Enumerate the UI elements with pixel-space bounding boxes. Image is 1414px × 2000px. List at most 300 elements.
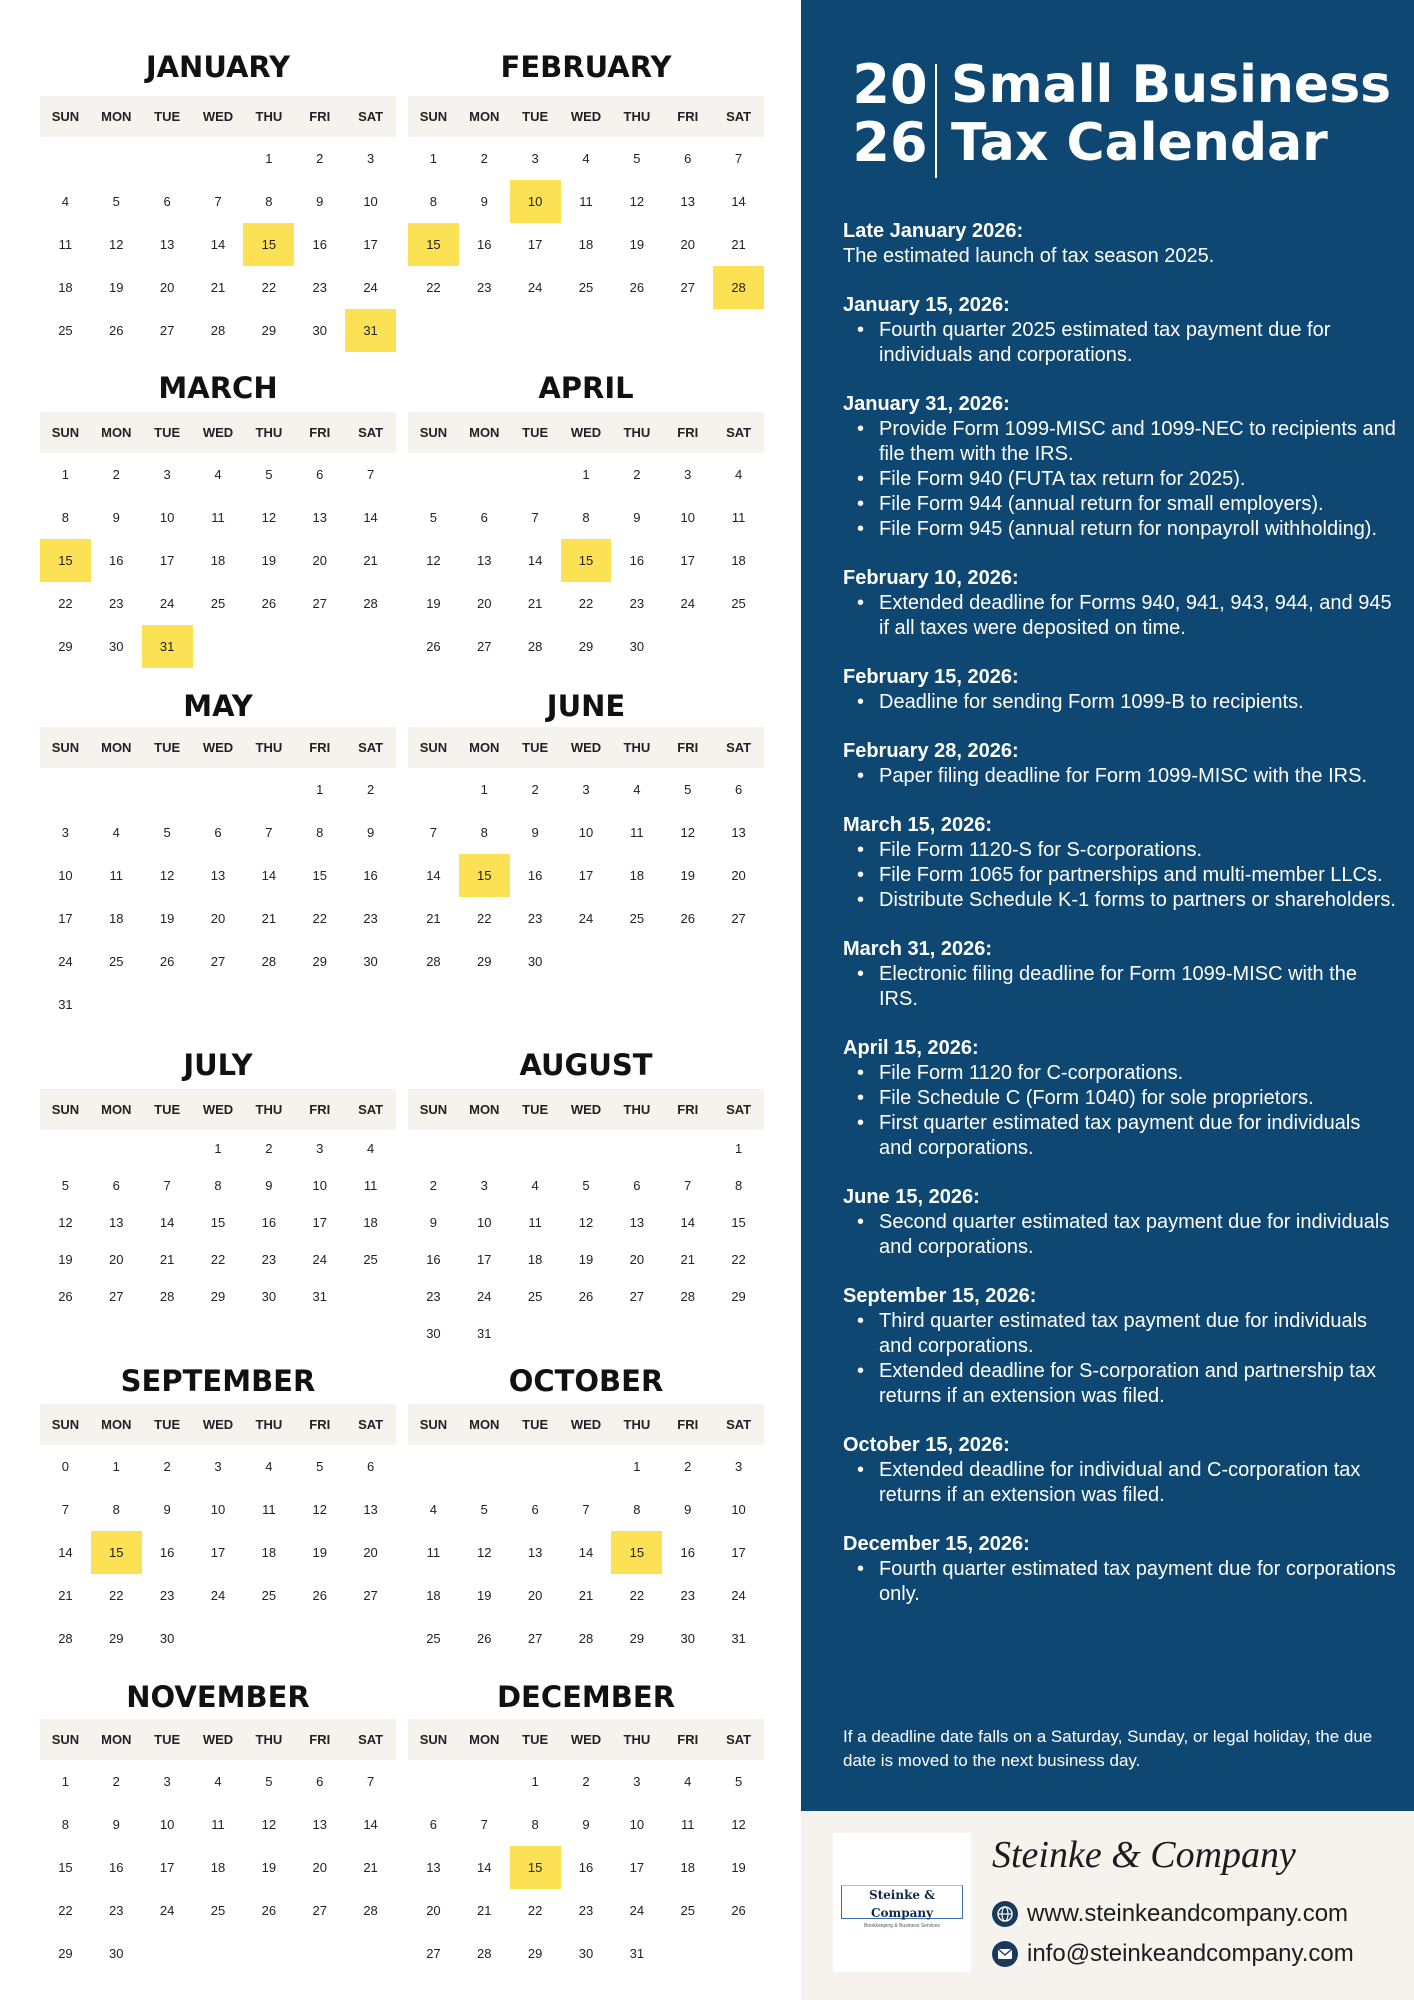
weekday-label: THU [255, 1102, 283, 1117]
deadline-entry [843, 293, 1398, 368]
weekday-label: TUE [522, 425, 549, 440]
calendar-day: 27 [477, 639, 492, 654]
calendar-day: 17 [527, 237, 543, 252]
calendar-day: 28 [477, 1946, 492, 1961]
deadline-day: 28 [713, 266, 764, 309]
calendar-day: 19 [426, 596, 441, 611]
empty-day [142, 768, 193, 811]
calendar-day: 1 [112, 1459, 120, 1474]
calendar-day: 10 [363, 194, 378, 209]
day-grid [40, 1130, 396, 1315]
weekday-label: TUE [522, 1417, 549, 1432]
day-grid [408, 1130, 764, 1352]
calendar-day: 20 [680, 237, 695, 252]
weekday-label: WED [570, 109, 602, 124]
deadline-entry [843, 937, 1398, 1012]
calendar-day: 1 [316, 782, 324, 797]
weekday-label: MON [101, 1102, 132, 1117]
calendar-day: 14 [363, 510, 378, 525]
calendar-day: 8 [734, 1178, 743, 1193]
calendar-day: 25 [731, 596, 746, 611]
deadline-date: June 15, 2026: [843, 1186, 980, 1208]
calendar-day: 4 [684, 1774, 692, 1789]
deadline-day: 10 [510, 180, 561, 223]
weekday-label: THU [255, 425, 283, 440]
empty-day [408, 1445, 459, 1488]
calendar-day: 21 [363, 1860, 378, 1875]
calendar-day: 7 [734, 151, 743, 166]
calendar-day: 5 [734, 1774, 743, 1789]
calendar-day: 6 [480, 510, 488, 525]
globe-icon [992, 1901, 1018, 1927]
deadline-items [843, 1557, 1398, 1607]
weekday-label: FRI [309, 109, 331, 124]
calendar-day: 29 [210, 1289, 226, 1304]
weekday-label: WED [202, 109, 234, 124]
calendar-day: 28 [426, 954, 441, 969]
calendar-day: 26 [731, 1903, 746, 1918]
calendar-day: 24 [680, 596, 695, 611]
weekday-label: THU [255, 740, 283, 755]
calendar-day: 13 [363, 1502, 378, 1517]
calendar-day: 12 [58, 1215, 73, 1230]
calendar-day: 29 [527, 1946, 543, 1961]
email-row[interactable] [992, 1937, 1354, 1971]
calendar-day: 3 [366, 151, 375, 166]
calendar-day: 12 [477, 1545, 492, 1560]
calendar-day: 28 [527, 639, 543, 654]
calendar-day: 18 [578, 237, 594, 252]
deadline-day: 31 [345, 309, 396, 352]
weekday-label: SAT [726, 1732, 752, 1747]
empty-day [40, 137, 91, 180]
calendar-day: 2 [163, 1459, 171, 1474]
weekday-label: THU [255, 1417, 283, 1432]
empty-day [459, 1130, 510, 1167]
deadline-item: • Extended deadline for individual and C-corporation tax returns if an extension was filed. [879, 1458, 1398, 1508]
weekday-label: MON [469, 425, 500, 440]
deadline-item: • First quarter estimated tax payment due for individuals and corporations. [879, 1111, 1398, 1161]
calendar-day: 28 [680, 1289, 695, 1304]
calendar-day: 21 [58, 1588, 73, 1603]
deadline-entry [843, 392, 1398, 542]
calendar-day: 26 [578, 1289, 594, 1304]
weekday-label: SUN [419, 109, 448, 124]
calendar-day: 11 [109, 868, 124, 883]
deadline-date: September 15, 2026: [843, 1285, 1037, 1307]
deadline-items [843, 417, 1398, 542]
calendar-day: 26 [261, 596, 277, 611]
weekday-label: FRI [677, 109, 699, 124]
calendar-day: 23 [578, 1903, 594, 1918]
weekday-header [40, 1404, 396, 1445]
deadline-item: • File Form 1120-S for S-corporations. [879, 838, 1398, 863]
title-line-2: Tax Calendar [951, 113, 1328, 173]
calendar-day: 9 [112, 1817, 120, 1832]
calendar-day: 14 [58, 1545, 73, 1560]
weekday-label: MON [101, 425, 132, 440]
calendar-day: 27 [363, 1588, 378, 1603]
calendar-day: 2 [633, 467, 641, 482]
weekday-label: THU [623, 1732, 651, 1747]
deadline-date: February 15, 2026: [843, 666, 1019, 688]
calendar-day: 23 [109, 1903, 124, 1918]
weekday-label: SUN [51, 109, 80, 124]
calendar-day: 23 [527, 911, 543, 926]
calendar-day: 30 [109, 639, 124, 654]
deadline-item: • Fourth quarter estimated tax payment due for corporations only. [879, 1557, 1398, 1607]
weekday-label: SUN [419, 425, 448, 440]
calendar-day: 19 [477, 1588, 492, 1603]
deadline-date: December 15, 2026: [843, 1533, 1030, 1555]
deadline-date: February 28, 2026: [843, 740, 1019, 762]
calendar-day: 17 [629, 1860, 645, 1875]
calendar-day: 23 [109, 596, 124, 611]
calendar-day: 18 [261, 1545, 277, 1560]
calendar-day: 27 [527, 1631, 543, 1646]
deadline-day: 15 [91, 1531, 142, 1574]
weekday-label: SAT [358, 109, 384, 124]
calendar-day: 20 [312, 1860, 327, 1875]
calendar-day: 25 [426, 1631, 441, 1646]
calendar-day: 23 [312, 280, 327, 295]
calendar-day: 13 [159, 237, 175, 252]
calendar-day: 7 [265, 825, 273, 840]
calendar-day: 9 [265, 1178, 273, 1193]
calendar-day: 4 [429, 1502, 438, 1517]
calendar-day: 27 [312, 596, 327, 611]
calendar-day: 23 [680, 1588, 695, 1603]
calendar-day: 8 [531, 1817, 539, 1832]
deadline-item: • Electronic filing deadline for Form 1099-MISC with the IRS. [879, 962, 1398, 1012]
calendar-day: 20 [363, 1545, 378, 1560]
empty-day [193, 137, 244, 180]
deadline-item: • Fourth quarter 2025 estimated tax payment due for individuals and corporations. [879, 318, 1398, 368]
calendar-day: 1 [429, 151, 438, 166]
calendar-day: 5 [633, 151, 641, 166]
calendar-day: 22 [426, 280, 441, 295]
calendar-day: 29 [312, 954, 327, 969]
calendar-day: 13 [312, 1817, 327, 1832]
weekday-label: FRI [677, 1732, 699, 1747]
calendar-day: 30 [109, 1946, 124, 1961]
calendar-day: 21 [731, 237, 746, 252]
empty-day [510, 1130, 561, 1167]
weekday-label: SAT [726, 109, 752, 124]
calendar-day: 19 [680, 868, 695, 883]
calendar-day: 2 [582, 1774, 590, 1789]
tax-deadlines-panel [801, 0, 1414, 1811]
deadline-day: 31 [142, 625, 193, 668]
calendar-day: 16 [363, 868, 378, 883]
calendar-day: 24 [477, 1289, 492, 1304]
calendar-day: 16 [261, 1215, 277, 1230]
calendar-day: 16 [312, 237, 327, 252]
empty-day [243, 768, 294, 811]
calendar-day: 13 [477, 553, 492, 568]
calendar-day: 24 [159, 1903, 175, 1918]
calendar-day: 26 [629, 280, 645, 295]
calendar-day: 0 [61, 1459, 70, 1474]
calendar-day: 13 [312, 510, 327, 525]
calendar-day: 11 [731, 510, 746, 525]
calendar-day: 12 [312, 1502, 327, 1517]
calendar-day: 17 [363, 237, 378, 252]
calendar-day: 22 [731, 1252, 746, 1267]
calendar-day: 14 [680, 1215, 695, 1230]
calendar-day: 14 [731, 194, 746, 209]
company-logo [833, 1833, 971, 1972]
calendar-day: 28 [363, 596, 378, 611]
deadline-items [843, 764, 1398, 789]
calendar-day: 22 [629, 1588, 645, 1603]
calendar-day: 5 [582, 1178, 590, 1193]
deadline-date: Late January 2026: [843, 220, 1024, 242]
calendar-day: 21 [210, 280, 226, 295]
calendar-day: 18 [210, 1860, 226, 1875]
calendar-day: 19 [629, 237, 645, 252]
empty-day [408, 1130, 459, 1167]
weekday-label: SAT [726, 425, 752, 440]
calendar-day: 24 [210, 1588, 226, 1603]
calendar-day: 26 [261, 1903, 277, 1918]
calendar-day: 18 [109, 911, 124, 926]
calendar-day: 4 [734, 467, 743, 482]
weekday-label: TUE [522, 740, 549, 755]
calendar-day: 15 [210, 1215, 226, 1230]
deadline-item: • Third quarter estimated tax payment due for individuals and corporations. [879, 1309, 1398, 1359]
calendar-day: 8 [265, 194, 273, 209]
calendar-day: 10 [578, 825, 594, 840]
empty-day [408, 453, 459, 496]
weekday-label: SUN [51, 1732, 80, 1747]
calendar-day: 22 [109, 1588, 124, 1603]
calendar-day: 29 [477, 954, 492, 969]
calendar-day: 9 [366, 825, 375, 840]
weekday-label: FRI [677, 740, 699, 755]
weekday-label: SAT [358, 740, 384, 755]
weekday-label: MON [469, 1102, 500, 1117]
deadline-day: 15 [561, 539, 612, 582]
deadline-entry [843, 739, 1398, 789]
calendar-day: 18 [527, 1252, 543, 1267]
calendar-day: 10 [680, 510, 695, 525]
deadline-items [843, 1309, 1398, 1409]
empty-day [408, 768, 459, 811]
calendar-day: 16 [109, 553, 124, 568]
empty-day [408, 1760, 459, 1803]
calendar-day: 21 [363, 553, 378, 568]
calendar-day: 22 [312, 911, 327, 926]
weekday-label: WED [570, 425, 602, 440]
calendar-day: 5 [265, 1774, 273, 1789]
deadline-item: • File Form 944 (annual return for small employers). [879, 492, 1398, 517]
calendar-day: 21 [578, 1588, 594, 1603]
calendar-day: 19 [58, 1252, 73, 1267]
calendar-day: 17 [312, 1215, 327, 1230]
calendar-day: 20 [109, 1252, 124, 1267]
calendar-day: 2 [684, 1459, 692, 1474]
calendar-day: 22 [527, 1903, 543, 1918]
calendar-day: 10 [312, 1178, 327, 1193]
year-line-1: 20 [852, 53, 928, 116]
calendar-day: 9 [429, 1215, 438, 1230]
calendar-day: 10 [731, 1502, 746, 1517]
empty-day [662, 1130, 713, 1167]
weekday-label: FRI [677, 1102, 699, 1117]
calendar-day: 29 [58, 1946, 73, 1961]
company-name: Steinke & Company [992, 1834, 1296, 1876]
weekday-header [40, 412, 396, 453]
calendar-day: 4 [366, 1141, 375, 1156]
calendar-day: 15 [312, 868, 327, 883]
calendar-day: 24 [578, 911, 594, 926]
calendar-day: 18 [210, 553, 226, 568]
weekday-label: TUE [154, 109, 181, 124]
deadline-item: • Provide Form 1099-MISC and 1099-NEC to recipients and file them with the IRS. [879, 417, 1398, 467]
calendar-day: 30 [527, 954, 543, 969]
weekday-label: THU [255, 1732, 283, 1747]
website-row[interactable] [992, 1897, 1348, 1931]
weekday-label: MON [101, 1417, 132, 1432]
calendar-day: 27 [426, 1946, 441, 1961]
calendar-day: 11 [680, 1817, 695, 1832]
calendar-day: 3 [163, 1774, 171, 1789]
calendar-day: 29 [578, 639, 594, 654]
calendar-day: 5 [480, 1502, 488, 1517]
logo-name: Steinke & Company [868, 1888, 936, 1920]
calendar-day: 25 [680, 1903, 695, 1918]
calendar-day: 13 [629, 1215, 645, 1230]
weekday-label: SAT [358, 425, 384, 440]
calendar-day: 27 [731, 911, 746, 926]
calendar-day: 13 [109, 1215, 124, 1230]
weekday-header [40, 1089, 396, 1130]
calendar-day: 6 [633, 1178, 641, 1193]
deadline-item: • Second quarter estimated tax payment due for individuals and corporations. [879, 1210, 1398, 1260]
website-link[interactable]: www.steinkeandcompany.com [1027, 1900, 1349, 1927]
deadline-entry [843, 219, 1398, 269]
calendar-day: 8 [480, 825, 488, 840]
calendar-day: 16 [109, 1860, 124, 1875]
weekday-label: FRI [309, 1732, 331, 1747]
calendar-day: 11 [363, 1178, 378, 1193]
calendar-day: 26 [159, 954, 175, 969]
calendar-day: 1 [734, 1141, 743, 1156]
deadline-entry [843, 1532, 1398, 1607]
empty-day [40, 768, 91, 811]
empty-day [193, 768, 244, 811]
calendar-day: 7 [61, 1502, 70, 1517]
email-link[interactable]: info@steinkeandcompany.com [1027, 1940, 1354, 1967]
calendar-day: 7 [214, 194, 222, 209]
weekday-header [40, 727, 396, 768]
calendar-day: 21 [527, 596, 543, 611]
day-grid [40, 453, 396, 668]
calendar-day: 6 [112, 1178, 120, 1193]
calendar-day: 8 [633, 1502, 641, 1517]
calendar-day: 30 [680, 1631, 695, 1646]
calendar-day: 8 [582, 510, 590, 525]
calendar-day: 17 [159, 1860, 175, 1875]
month-title: FEBRUARY [500, 50, 672, 84]
deadline-entry [843, 566, 1398, 641]
calendar-day: 3 [214, 1459, 222, 1474]
title-line-1: Small Business [951, 55, 1392, 115]
weekday-label: TUE [154, 740, 181, 755]
calendar-day: 31 [312, 1289, 327, 1304]
calendar-day: 20 [159, 280, 175, 295]
calendar-day: 24 [363, 280, 378, 295]
calendar-day: 4 [214, 1774, 222, 1789]
deadline-items [843, 1061, 1398, 1161]
calendar-day: 24 [58, 954, 73, 969]
calendar-day: 2 [366, 782, 375, 797]
calendar-day: 16 [629, 553, 645, 568]
calendar-day: 27 [629, 1289, 645, 1304]
calendar-day: 10 [159, 1817, 175, 1832]
day-grid [40, 137, 396, 352]
calendar-day: 26 [477, 1631, 492, 1646]
weekday-label: WED [570, 1732, 602, 1747]
calendar-day: 4 [633, 782, 641, 797]
calendar-day: 21 [261, 911, 277, 926]
deadline-day: 15 [243, 223, 294, 266]
weekday-label: SUN [51, 425, 80, 440]
calendar-day: 25 [109, 954, 124, 969]
calendar-day: 30 [578, 1946, 594, 1961]
calendar-day: 3 [316, 1141, 324, 1156]
calendar-day: 30 [629, 639, 645, 654]
calendar-day: 11 [58, 237, 73, 252]
calendar-day: 17 [159, 553, 175, 568]
calendar-day: 23 [159, 1588, 175, 1603]
calendar-day: 14 [261, 868, 277, 883]
weekday-label: SUN [51, 1102, 80, 1117]
weekday-label: WED [202, 1102, 234, 1117]
calendar-day: 17 [58, 911, 73, 926]
weekday-label: SAT [726, 1417, 752, 1432]
day-grid [40, 768, 396, 1026]
calendar-day: 7 [480, 1817, 488, 1832]
calendar-day: 13 [210, 868, 226, 883]
deadline-items [843, 690, 1398, 715]
empty-day [142, 1130, 193, 1167]
calendar-day: 2 [480, 151, 488, 166]
calendar-day: 16 [426, 1252, 441, 1267]
weekday-label: WED [570, 1417, 602, 1432]
weekday-label: FRI [309, 1102, 331, 1117]
logo-badge [841, 1885, 963, 1929]
weekday-label: SUN [419, 1417, 448, 1432]
calendar-day: 17 [731, 1545, 746, 1560]
calendar-day: 25 [210, 596, 226, 611]
calendar-day: 17 [578, 868, 594, 883]
calendar-day: 16 [477, 237, 492, 252]
calendar-day: 30 [261, 1289, 277, 1304]
calendar-day: 3 [163, 467, 171, 482]
calendar-day: 1 [531, 1774, 539, 1789]
calendar-day: 11 [579, 194, 593, 209]
calendar-day: 25 [629, 911, 645, 926]
calendar-day: 19 [731, 1860, 746, 1875]
deadline-entry [843, 665, 1398, 715]
calendar-day: 11 [426, 1545, 441, 1560]
deadline-date: January 31, 2026: [843, 393, 1010, 415]
empty-day [561, 1130, 612, 1167]
calendar-day: 9 [684, 1502, 692, 1517]
calendar-day: 12 [578, 1215, 594, 1230]
